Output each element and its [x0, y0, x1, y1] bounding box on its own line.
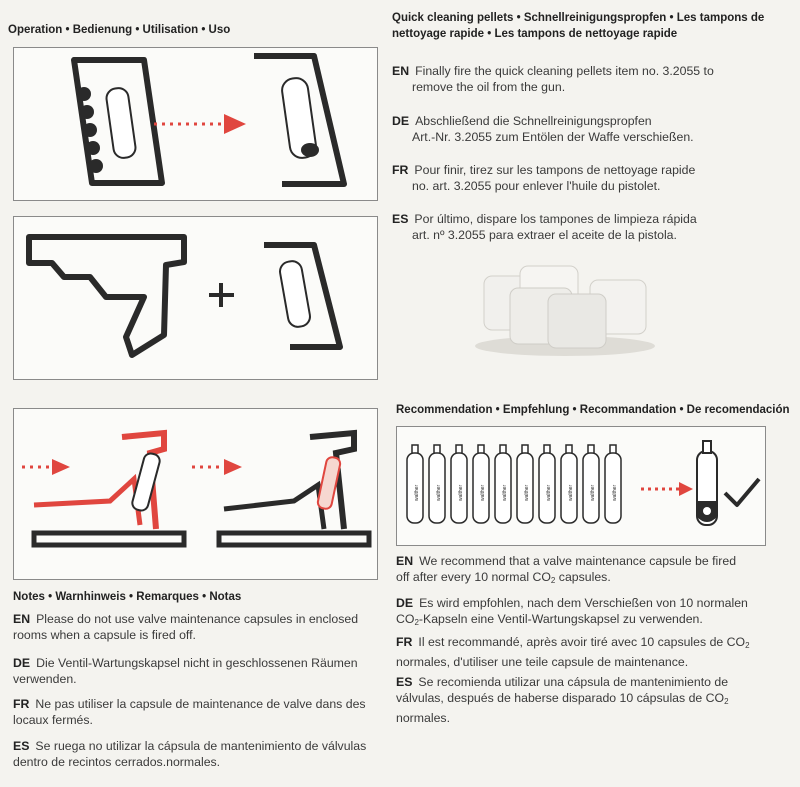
recommendation-text: Es wird empfohlen, nach dem Verschießen von 10 normalen: [419, 596, 748, 610]
lang-code: ES: [13, 739, 30, 753]
pellets-heading: [392, 10, 764, 42]
capsule-label: walther: [458, 484, 464, 501]
lang-code: DE: [392, 114, 410, 128]
note-text: verwenden.: [13, 672, 77, 686]
subscript: 2: [550, 576, 556, 585]
co2-capsule: [517, 445, 533, 523]
pellets-text: Por último, dispare los tampones de limpieza rápida: [414, 212, 697, 226]
subscript: 2: [724, 697, 729, 706]
note-text: Se ruega no utilizar la cápsula de mantenimiento de válvulas: [35, 739, 367, 753]
pellets-en: [392, 63, 792, 95]
lang-code: EN: [13, 612, 31, 626]
co2-capsule: [407, 445, 423, 523]
pellets-de: [392, 113, 792, 145]
co2-capsule: [473, 445, 489, 523]
capsule-label: walther: [502, 484, 508, 501]
capsule-row: [397, 427, 765, 545]
note-es: [13, 738, 383, 770]
recommendation-de: [396, 595, 796, 631]
pellets-text: Pour finir, tirez sur les tampons de nettoyage rapide: [414, 163, 696, 177]
note-text: Die Ventil-Wartungskapsel nicht in geschlossenen Räumen: [36, 656, 358, 670]
recommendation-text: capsules.: [555, 570, 611, 584]
recommendation-en: [396, 553, 796, 589]
note-text: Ne pas utiliser la capsule de maintenance de valve dans des: [35, 697, 366, 711]
pellets-text: Finally fire the quick cleaning pellets item no. 3.2055 to: [415, 64, 714, 78]
recommendation-fr: [396, 634, 796, 670]
operation-heading: Operation • Bedienung • Utilisation • Uso: [8, 24, 231, 36]
co2-capsule: [429, 445, 445, 523]
pellets-text: no. art. 3.2055 pour enlever l'huile du pistolet.: [412, 179, 661, 193]
recommendation-text: válvulas, después de haberse disparado 10 cápsulas de CO: [396, 691, 725, 705]
capsule-label: walther: [612, 484, 618, 501]
pellets-heading-line: Quick cleaning pellets • Schnellreinigungspropfen • Les tampons de: [392, 12, 765, 24]
recommendation-text: CO: [396, 612, 415, 626]
illustration-capsule-sequence: [396, 426, 766, 546]
lang-code: ES: [392, 212, 409, 226]
lang-code: DE: [396, 596, 414, 610]
recommendation-text: Se recomienda utilizar una cápsula de mantenimiento de: [418, 675, 729, 689]
capsule-label: walther: [414, 484, 420, 501]
note-text: Please do not use valve maintenance capsules in enclosed: [36, 612, 359, 626]
note-fr: [13, 696, 383, 728]
capsule-label: walther: [436, 484, 442, 501]
pellets-text: Art.-Nr. 3.2055 zum Entölen der Waffe verschießen.: [412, 130, 694, 144]
lang-code: FR: [396, 635, 413, 649]
capsule-label: walther: [590, 484, 596, 501]
recommendation-text: normales.: [396, 711, 450, 725]
subscript: 2: [414, 618, 419, 627]
note-text: rooms when a capsule is fired off.: [13, 628, 196, 642]
lang-code: EN: [396, 554, 414, 568]
co2-capsule: [495, 445, 511, 523]
pellets-fr: [392, 162, 792, 194]
co2-capsule: [539, 445, 555, 523]
illustration-capsule-insertion: [13, 47, 378, 201]
recommendation-text: normales, d'utiliser une teile capsule de maintenance.: [396, 655, 689, 669]
notes-heading: Notes • Warnhinweis • Remarques • Notas: [13, 591, 242, 603]
cleaning-pellets-image: [470, 258, 660, 358]
lang-code: ES: [396, 675, 413, 689]
capsule-label: walther: [546, 484, 552, 501]
lang-code: FR: [392, 163, 409, 177]
recommendation-text: We recommend that a valve maintenance capsule be fired: [419, 554, 737, 568]
capsule-label: walther: [568, 484, 574, 501]
note-text: locaux fermés.: [13, 713, 93, 727]
recommendation-text: off after every 10 normal CO: [396, 570, 551, 584]
lang-code: DE: [13, 656, 31, 670]
recommendation-text: -Kapseln eine Ventil-Wartungskapsel zu verwenden.: [418, 612, 703, 626]
co2-capsule: [451, 445, 467, 523]
co2-capsule: [561, 445, 577, 523]
pellets-text: remove the oil from the gun.: [412, 80, 566, 94]
co2-capsule: [583, 445, 599, 523]
lang-code: EN: [392, 64, 410, 78]
note-de: [13, 655, 383, 687]
capsule-label: walther: [480, 484, 486, 501]
note-en: [13, 611, 383, 643]
capsule-label: walther: [524, 484, 530, 501]
pellets-heading-line: nettoyage rapide • Les tampons de nettoyage rapide: [392, 28, 678, 40]
note-text: dentro de recintos cerrados.normales.: [13, 755, 221, 769]
illustration-magazine-loading: [13, 408, 378, 580]
subscript: 2: [745, 641, 750, 650]
pellets-es: [392, 211, 792, 243]
lang-code: FR: [13, 697, 30, 711]
pellets-text: Abschließend die Schnellreinigungspropfen: [415, 114, 652, 128]
co2-capsule: [605, 445, 621, 523]
recommendation-heading: Recommendation • Empfehlung • Recommandation • De recomendación: [396, 404, 790, 416]
recommendation-es: [396, 674, 796, 726]
pellets-text: art. nº 3.2055 para extraer el aceite de la pistola.: [412, 228, 677, 242]
illustration-gun-and-magazine: [13, 216, 378, 380]
recommendation-text: Il est recommandé, après avoir tiré avec 10 capsules de CO: [418, 635, 746, 649]
